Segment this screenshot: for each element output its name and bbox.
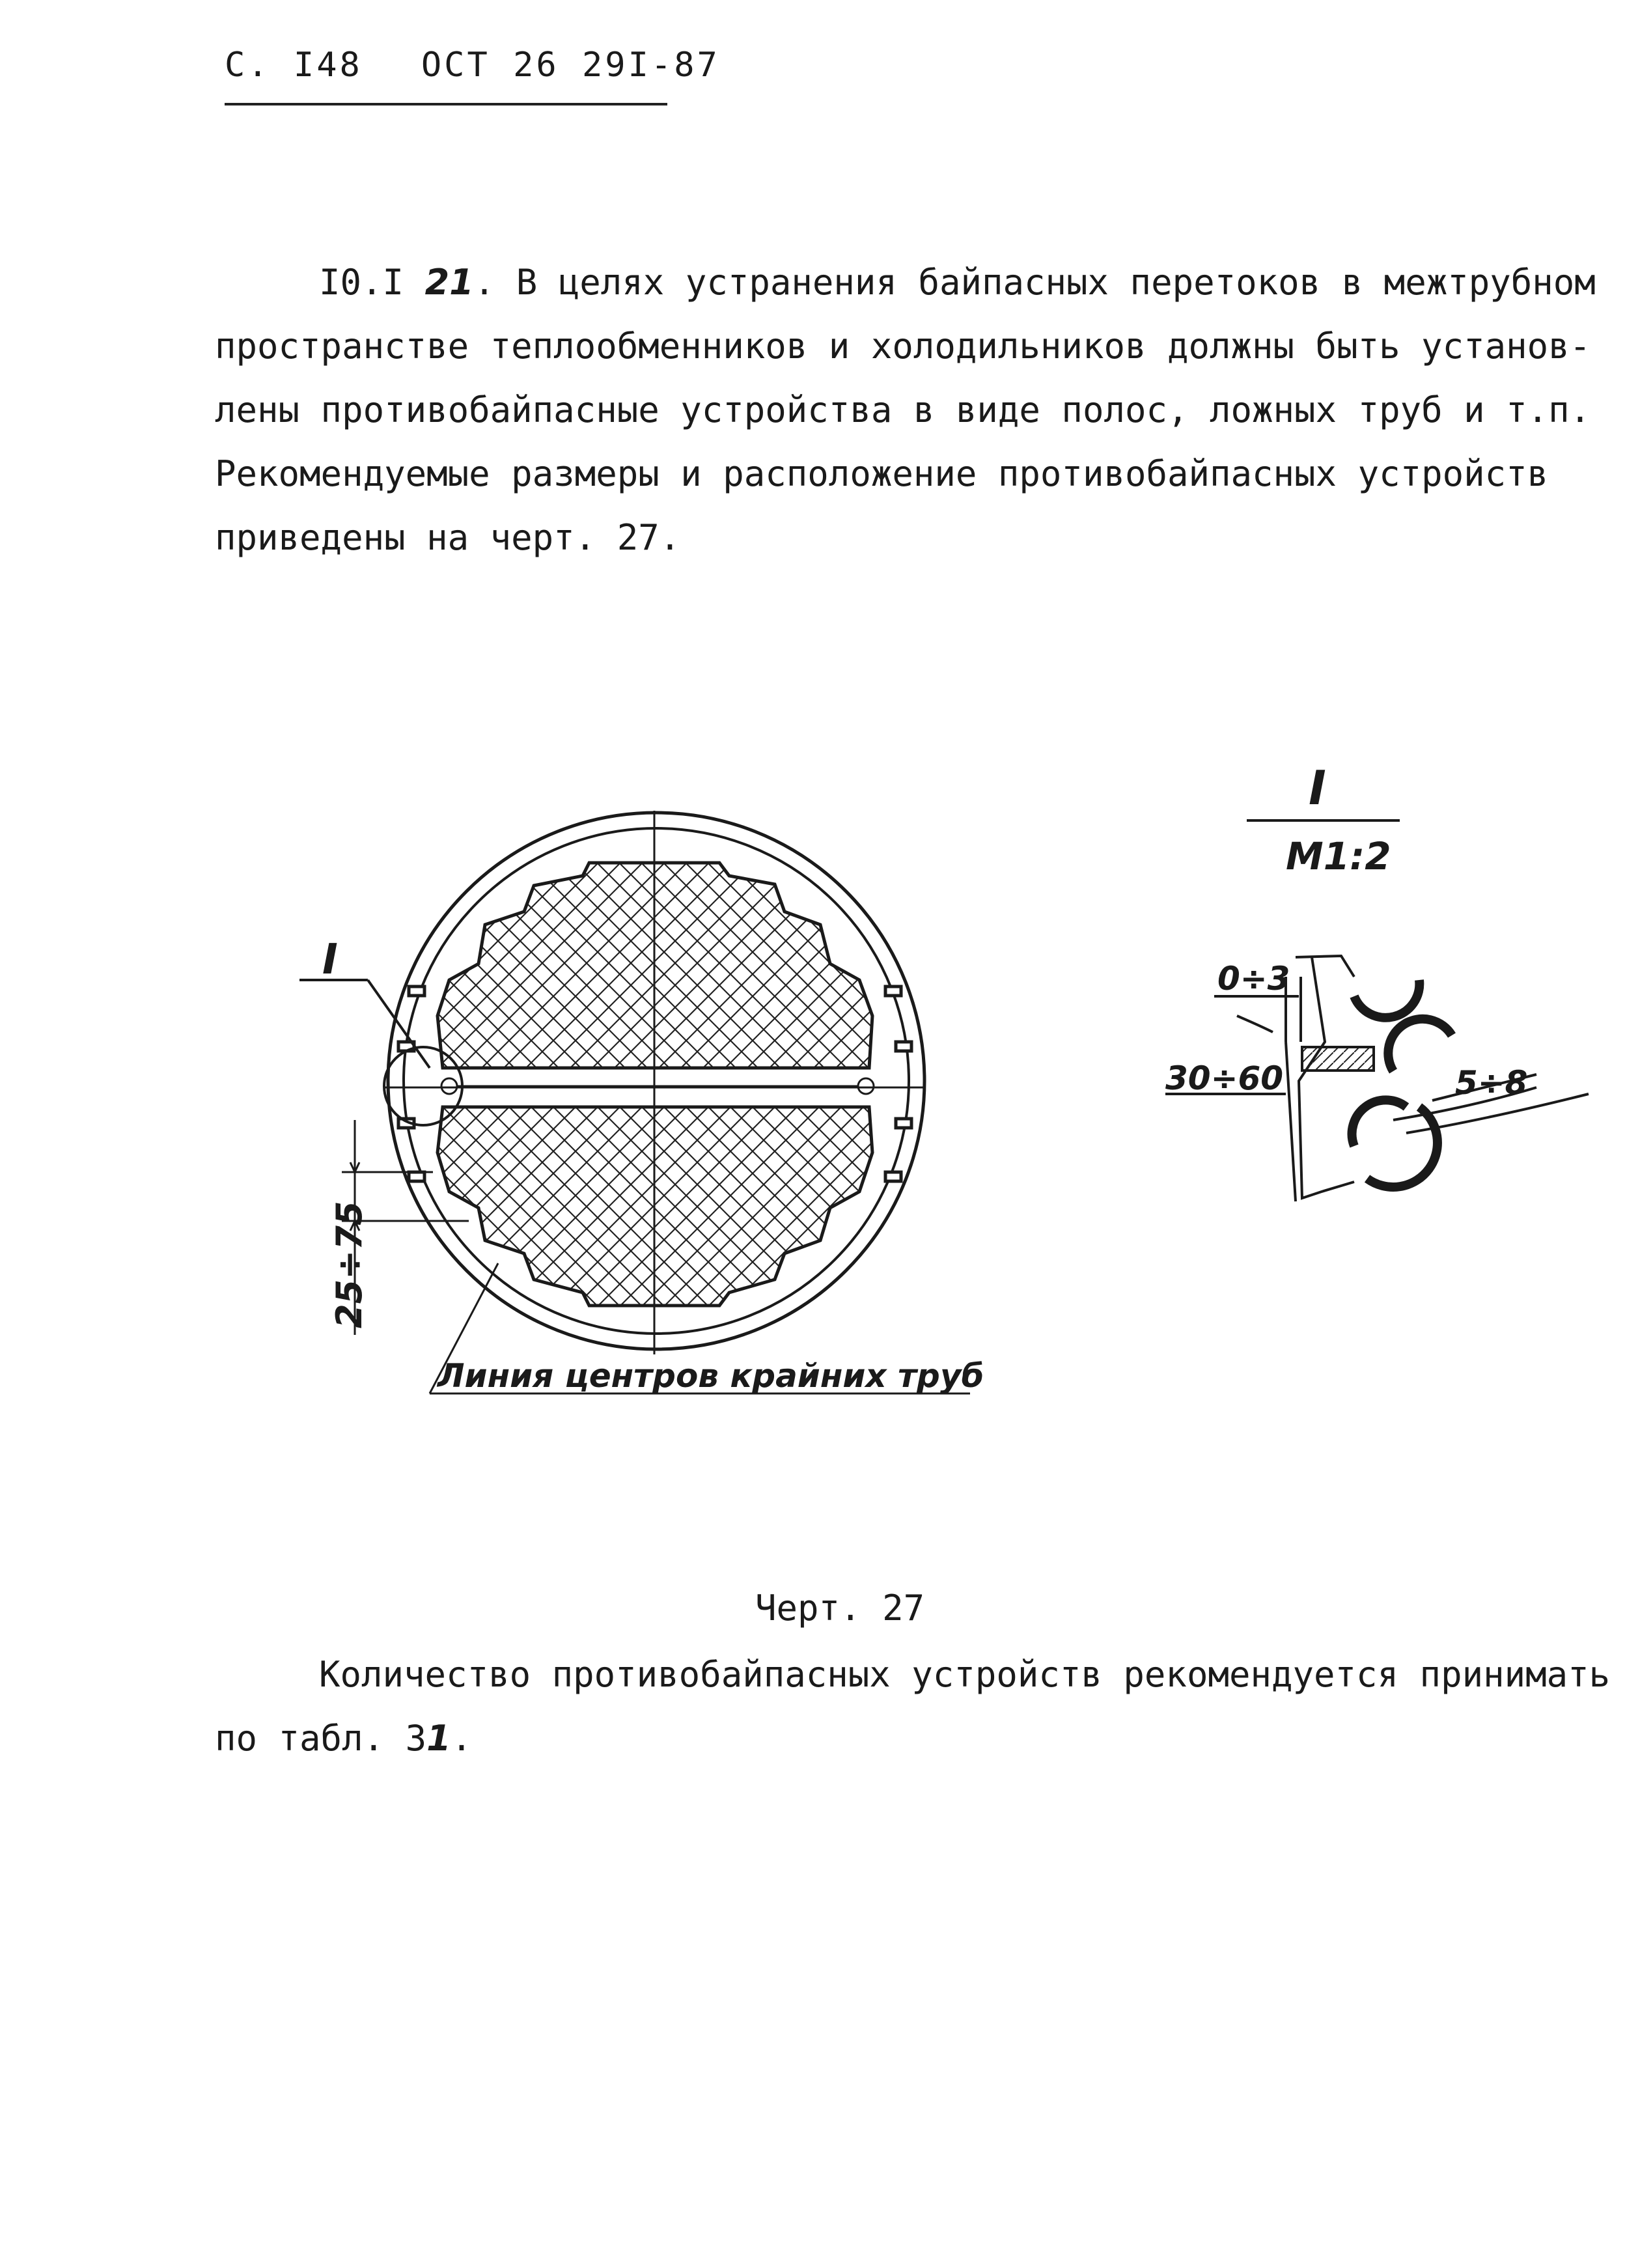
page-number: С. I48 [225,46,363,85]
detail-width-dimension: 30÷60 [1165,1059,1284,1097]
centerline-label: Линия центров крайних труб [438,1357,984,1395]
clause-number: I0.I [319,262,425,303]
detail-thickness-dimension: 5÷8 [1455,1064,1528,1102]
figure-caption: Черт. 27 [755,1588,925,1629]
table-handwritten-number: 1 [426,1718,451,1759]
offset-dimension-label: 25÷75 [329,1201,370,1328]
paragraph-1-line-4: Рекомендуемые размеры и расположение противобайпасных устройств [215,453,1549,494]
paragraph-2-line-2: по табл. 31. [215,1718,473,1759]
tube-bundle-upper [438,863,872,1068]
paragraph-1-line-2: пространстве теплообменников и холодильников должны быть установ- [215,326,1591,367]
detail-gap-dimension: 0÷3 [1217,960,1290,998]
partition-slot [441,1078,874,1094]
section-mark-callout [299,980,462,1125]
clause-handwritten-number: 21 [424,262,474,303]
paragraph-1-line-5: приведены на черт. 27. [215,517,681,558]
document-code: ОСТ 26 29I-87 [421,46,720,85]
paragraph-1-line-3: лены противобайпасные устройства в виде полос, ложных труб и т.п. [215,389,1591,430]
paragraph-2-line-1: Количество противобайпасных устройств рекомендуется принимать [319,1654,1611,1695]
tube-bundle-lower [438,1107,872,1306]
section-mark-label: I [322,936,338,984]
paragraph-1-line-1: I0.I 21. В целях устранения байпасных перетоков в межтрубном [319,262,1596,303]
detail-scale: М1:2 [1286,834,1391,878]
detail-title: I [1309,761,1326,815]
